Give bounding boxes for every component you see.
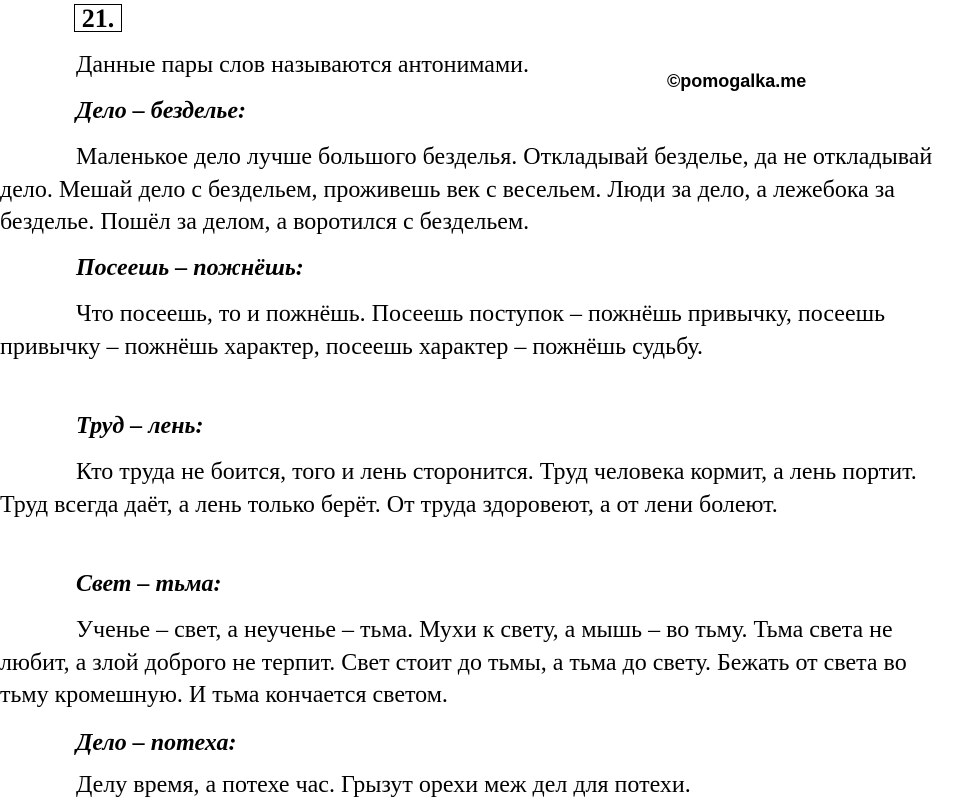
section-heading: Дело – безделье: [76,98,247,124]
watermark: ©pomogalka.me [667,71,807,91]
section-text: Маленькое дело лучше большого безделья. Откладывай безделье, да не откладывай дело. Мешай дело с бездельем, проживешь век с весельем. Люди за дело, а лежебока за безделье. Пошёл за делом, а воротился с бездельем. [0,144,933,235]
section-text: Делу время, а потехе час. Грызут орехи меж дел для потехи. [76,772,691,798]
section-heading: Посеешь – пожнёшь: [76,255,304,281]
exercise-number: 21. [74,4,122,32]
section-heading: Свет – тьма: [76,571,222,597]
section-heading: Труд – лень: [76,413,204,439]
section-text: Кто труда не боится, того и лень сторонится. Труд человека кормит, а лень портит. Труд всегда даёт, а лень только берёт. От труда здоровеют, а от лени болеют. [0,459,917,518]
section-heading: Дело – потеха: [76,730,237,756]
section-text: Ученье – свет, а неученье – тьма. Мухи к свету, а мышь – во тьму. Тьма света не любит, а злой доброго не терпит. Свет стоит до тьмы, а тьма до свету. Бежать от света во тьму кромешную. И тьма кончается светом. [0,617,907,708]
section-text: Что посеешь, то и пожнёшь. Посеешь поступок – пожнёшь привычку, посеешь привычку – пожнёшь характер, посеешь характер – пожнёшь судьбу. [0,301,886,360]
intro-text: Данные пары слов называются антонимами. [76,52,529,78]
